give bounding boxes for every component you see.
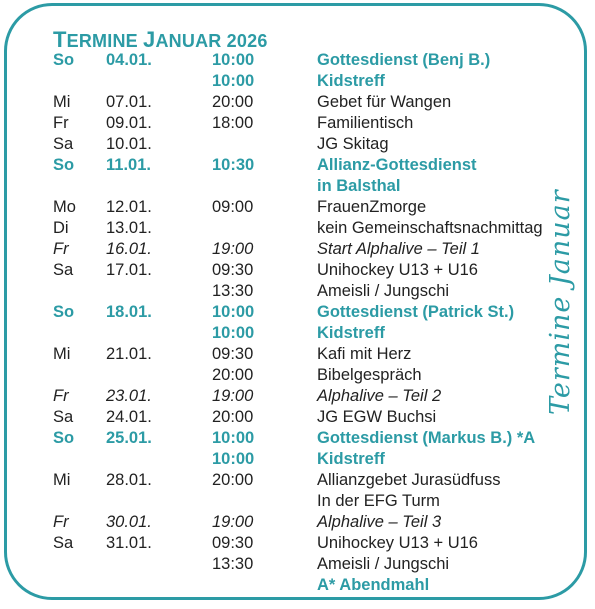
event-text: FrauenZmorge	[317, 198, 427, 216]
event-text: JG EGW Buchsi	[317, 408, 437, 426]
event-row	[53, 470, 583, 491]
event-time: 09:30	[212, 534, 254, 552]
event-text: Gottesdienst (Patrick St.)	[317, 303, 515, 321]
event-day: Mi	[53, 471, 71, 489]
event-row	[53, 113, 583, 134]
event-text: Unihockey U13 + U16	[317, 534, 478, 552]
event-day: Fr	[53, 513, 69, 531]
event-date: 10.01.	[106, 135, 152, 153]
event-row	[53, 176, 583, 197]
event-time: 20:00	[212, 366, 254, 384]
event-text: Alphalive – Teil 2	[317, 387, 442, 405]
event-day: So	[53, 156, 75, 174]
event-text: Gebet für Wangen	[317, 93, 452, 111]
event-date: 13.01.	[106, 219, 152, 237]
event-time: 10:00	[212, 51, 255, 69]
event-date: 11.01.	[106, 156, 151, 174]
event-row	[53, 197, 583, 218]
event-day: Sa	[53, 135, 74, 153]
side-label: Termine Januar	[545, 189, 576, 415]
event-day: Sa	[53, 261, 74, 279]
event-row	[53, 491, 583, 512]
event-text: kein Gemeinschaftsnachmittag	[317, 219, 543, 237]
event-day: Sa	[53, 534, 74, 552]
event-time: 10:30	[212, 156, 255, 174]
event-time: 13:30	[212, 282, 254, 300]
event-text: Kidstreff	[317, 450, 385, 468]
event-time: 09:00	[212, 198, 254, 216]
event-text: Start Alphalive – Teil 1	[317, 240, 480, 258]
event-row	[53, 155, 583, 176]
event-day: Sa	[53, 408, 74, 426]
event-day: Mo	[53, 198, 76, 216]
event-day: So	[53, 429, 75, 447]
event-date: 07.01.	[106, 93, 152, 111]
event-row	[53, 344, 583, 365]
event-row	[53, 386, 583, 407]
event-date: 18.01.	[106, 303, 152, 321]
event-row	[53, 575, 583, 596]
event-day: Mi	[53, 345, 71, 363]
event-text: Kidstreff	[317, 72, 385, 90]
event-text: Familientisch	[317, 114, 414, 132]
event-date: 28.01.	[106, 471, 152, 489]
event-day: Fr	[53, 240, 69, 258]
event-row	[53, 428, 583, 449]
event-day: So	[53, 303, 75, 321]
event-row	[53, 554, 583, 575]
event-row	[53, 92, 583, 113]
event-text: In der EFG Turm	[317, 492, 440, 510]
event-text: in Balsthal	[317, 177, 401, 195]
calendar-title: TERMINE JANUAR 2026	[53, 27, 268, 52]
event-date: 12.01.	[106, 198, 152, 216]
event-row	[53, 239, 583, 260]
event-text: Ameisli / Jungschi	[317, 282, 450, 300]
event-text: Allianzgebet Jurasüdfuss	[317, 471, 501, 489]
event-row	[53, 512, 583, 533]
event-date: 31.01.	[106, 534, 152, 552]
event-date: 16.01.	[106, 240, 152, 258]
event-row	[53, 302, 583, 323]
event-date: 04.01.	[106, 51, 152, 69]
event-date: 25.01.	[106, 429, 152, 447]
event-time: 18:00	[212, 114, 254, 132]
event-day: Di	[53, 219, 69, 237]
event-time: 20:00	[212, 471, 254, 489]
event-row	[53, 260, 583, 281]
event-time: 20:00	[212, 93, 254, 111]
event-row	[53, 533, 583, 554]
event-row	[53, 407, 583, 428]
event-row	[53, 71, 583, 92]
event-date: 09.01.	[106, 114, 152, 132]
event-time: 10:00	[212, 303, 255, 321]
event-time: 19:00	[212, 513, 254, 531]
event-date: 24.01.	[106, 408, 152, 426]
event-time: 13:30	[212, 555, 254, 573]
event-date: 17.01.	[106, 261, 152, 279]
event-text: Ameisli / Jungschi	[317, 555, 450, 573]
event-time: 09:30	[212, 261, 254, 279]
event-text: Gottesdienst (Benj B.)	[317, 51, 491, 69]
event-row	[53, 218, 583, 239]
event-row	[53, 323, 583, 344]
event-date: 30.01.	[106, 513, 152, 531]
event-time: 19:00	[212, 387, 254, 405]
event-text: JG Skitag	[317, 135, 389, 153]
event-time: 09:30	[212, 345, 254, 363]
event-date: 23.01.	[106, 387, 152, 405]
event-row	[53, 134, 583, 155]
event-time: 19:00	[212, 240, 254, 258]
event-text: Gottesdienst (Markus B.) *A	[317, 429, 536, 447]
event-text: Bibelgespräch	[317, 366, 422, 384]
event-date: 21.01.	[106, 345, 152, 363]
event-time: 20:00	[212, 408, 254, 426]
event-text: Kafi mit Herz	[317, 345, 412, 363]
event-list	[53, 50, 583, 596]
event-time: 10:00	[212, 324, 255, 342]
event-text: Allianz-Gottesdienst	[317, 156, 477, 174]
event-text: Kidstreff	[317, 324, 385, 342]
event-time: 10:00	[212, 450, 255, 468]
event-text: Unihockey U13 + U16	[317, 261, 478, 279]
event-row	[53, 449, 583, 470]
event-time: 10:00	[212, 429, 255, 447]
event-text: Alphalive – Teil 3	[317, 513, 442, 531]
event-day: So	[53, 51, 75, 69]
event-time: 10:00	[212, 72, 255, 90]
event-day: Mi	[53, 93, 71, 111]
event-text: A* Abendmahl	[317, 576, 430, 594]
event-day: Fr	[53, 387, 69, 405]
event-day: Fr	[53, 114, 69, 132]
event-row	[53, 281, 583, 302]
event-row	[53, 365, 583, 386]
event-row	[53, 50, 583, 71]
